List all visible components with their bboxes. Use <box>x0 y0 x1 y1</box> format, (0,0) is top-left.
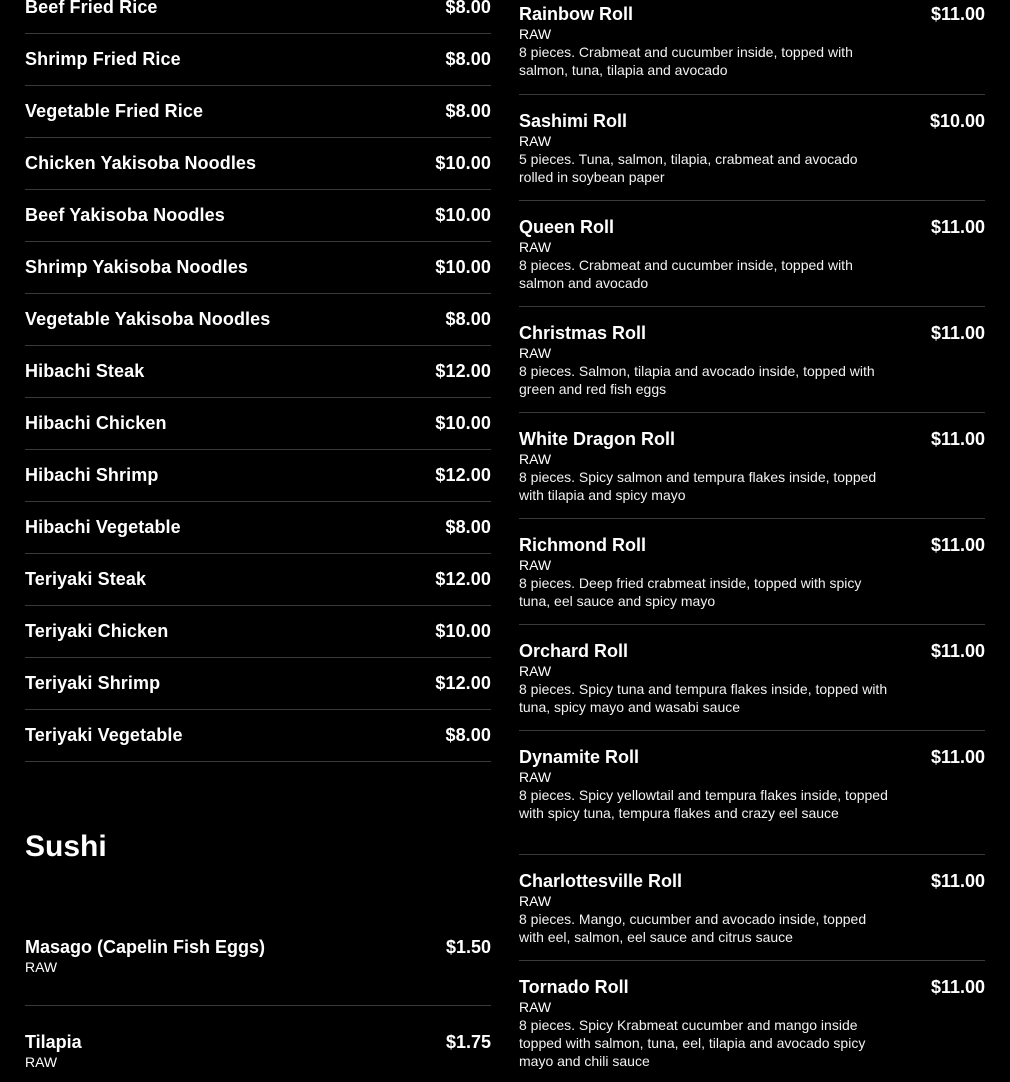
item-price: $8.00 <box>445 0 491 17</box>
menu-item[interactable] <box>25 606 491 658</box>
item-description: 8 pieces. Spicy yellowtail and tempura flakes inside, topped with spicy tuna, tempura flakes and crazy eel sauce <box>519 787 888 821</box>
item-price: $1.50 <box>445 937 491 957</box>
raw-tag: RAW <box>519 769 552 785</box>
roll-item[interactable] <box>519 201 985 307</box>
menu-item[interactable] <box>25 0 491 34</box>
item-price: $10.00 <box>435 257 491 277</box>
raw-tag: RAW <box>519 999 552 1015</box>
item-price: $11.00 <box>930 747 985 767</box>
menu-item[interactable] <box>25 450 491 502</box>
item-description: 8 pieces. Spicy Krabmeat cucumber and mango inside topped with salmon, tuna, eel, tilapia and avocado spicy mayo and chili sauce <box>519 1017 866 1069</box>
raw-tag: RAW <box>519 557 552 573</box>
menu-item[interactable] <box>25 294 491 346</box>
menu-item[interactable] <box>25 554 491 606</box>
item-price: $8.00 <box>445 517 491 537</box>
roll-item-info <box>519 746 889 822</box>
sushi-item-info <box>25 936 265 976</box>
item-price: $8.00 <box>445 101 491 121</box>
item-description: 8 pieces. Crabmeat and cucumber inside, topped with salmon, tuna, tilapia and avocado <box>519 44 853 78</box>
item-price: $8.00 <box>445 309 491 329</box>
item-price: $10.00 <box>929 111 985 131</box>
item-name: Hibachi Vegetable <box>25 517 181 537</box>
item-price: $10.00 <box>435 413 491 433</box>
item-name: Queen Roll <box>519 217 615 237</box>
roll-item[interactable] <box>519 855 985 961</box>
raw-tag: RAW <box>519 893 552 909</box>
roll-item[interactable] <box>519 0 985 95</box>
item-description: 8 pieces. Deep fried crabmeat inside, topped with spicy tuna, eel sauce and spicy mayo <box>519 575 862 609</box>
item-price: $12.00 <box>435 569 491 589</box>
item-name: Teriyaki Vegetable <box>25 725 183 745</box>
roll-item[interactable] <box>519 731 985 855</box>
item-price: $11.00 <box>930 217 985 237</box>
item-name: Richmond Roll <box>519 535 646 555</box>
raw-tag: RAW <box>519 451 552 467</box>
sushi-item[interactable] <box>25 936 491 1006</box>
menu-item[interactable] <box>25 658 491 710</box>
roll-item-info <box>519 428 889 504</box>
menu-item[interactable] <box>25 398 491 450</box>
roll-item-info <box>519 534 889 610</box>
item-name: Rainbow Roll <box>519 4 633 24</box>
menu-item[interactable] <box>25 242 491 294</box>
menu-item[interactable] <box>25 138 491 190</box>
item-price: $10.00 <box>435 153 491 173</box>
item-name: Beef Fried Rice <box>25 0 158 17</box>
item-name: Vegetable Fried Rice <box>25 101 204 121</box>
item-name: Masago (Capelin Fish Eggs) <box>25 937 266 957</box>
item-name: Hibachi Chicken <box>25 413 167 433</box>
item-price: $8.00 <box>445 49 491 69</box>
item-price: $12.00 <box>435 361 491 381</box>
raw-tag: RAW <box>519 663 552 679</box>
menu-item[interactable] <box>25 346 491 398</box>
item-description: 8 pieces. Spicy salmon and tempura flakes inside, topped with tilapia and spicy mayo <box>519 469 877 503</box>
item-price: $10.00 <box>435 621 491 641</box>
roll-item[interactable] <box>519 961 985 1082</box>
roll-item-info <box>519 640 889 716</box>
item-name: Teriyaki Steak <box>25 569 147 589</box>
raw-tag: RAW <box>25 959 58 975</box>
item-description: 8 pieces. Spicy tuna and tempura flakes inside, topped with tuna, spicy mayo and wasabi sauce <box>519 681 888 715</box>
item-price: $12.00 <box>435 465 491 485</box>
raw-tag: RAW <box>519 239 552 255</box>
roll-item-info <box>519 110 889 186</box>
raw-tag: RAW <box>519 133 552 149</box>
roll-item-info <box>519 3 889 79</box>
left-menu-column <box>25 0 491 1082</box>
item-price: $11.00 <box>930 977 985 997</box>
menu-item[interactable] <box>25 190 491 242</box>
raw-tag: RAW <box>519 26 552 42</box>
item-name: Tilapia <box>25 1032 82 1052</box>
item-name: Teriyaki Chicken <box>25 621 169 641</box>
sushi-section-title: Sushi <box>25 830 107 863</box>
raw-tag: RAW <box>25 1054 58 1070</box>
item-name: Hibachi Shrimp <box>25 465 159 485</box>
roll-item[interactable] <box>519 625 985 731</box>
item-name: Sashimi Roll <box>519 111 628 131</box>
item-name: Teriyaki Shrimp <box>25 673 161 693</box>
roll-item-info <box>519 870 889 946</box>
item-price: $11.00 <box>930 871 985 891</box>
menu-item[interactable] <box>25 502 491 554</box>
item-price: $1.75 <box>445 1032 491 1052</box>
menu-item[interactable] <box>25 34 491 86</box>
item-price: $11.00 <box>930 4 985 24</box>
item-name: Shrimp Fried Rice <box>25 49 181 69</box>
item-name: Vegetable Yakisoba Noodles <box>25 309 271 329</box>
item-name: Tornado Roll <box>519 977 629 997</box>
item-price: $11.00 <box>930 323 985 343</box>
item-name: White Dragon Roll <box>519 429 675 449</box>
menu-item[interactable] <box>25 86 491 138</box>
roll-item[interactable] <box>519 95 985 201</box>
menu-item[interactable] <box>25 710 491 762</box>
raw-tag: RAW <box>519 345 552 361</box>
item-name: Christmas Roll <box>519 323 647 343</box>
sushi-item-info <box>25 1031 82 1071</box>
roll-item[interactable] <box>519 413 985 519</box>
sushi-item[interactable] <box>25 1006 491 1082</box>
item-name: Charlottesville Roll <box>519 871 683 891</box>
item-name: Orchard Roll <box>519 641 629 661</box>
item-description: 5 pieces. Tuna, salmon, tilapia, crabmeat and avocado rolled in soybean paper <box>519 151 858 185</box>
item-description: 8 pieces. Salmon, tilapia and avocado inside, topped with green and red fish eggs <box>519 363 875 397</box>
roll-item[interactable] <box>519 519 985 625</box>
roll-item[interactable] <box>519 307 985 413</box>
roll-menu-column <box>519 0 985 1082</box>
item-price: $11.00 <box>930 429 985 449</box>
item-price: $10.00 <box>435 205 491 225</box>
item-price: $11.00 <box>930 535 985 555</box>
item-name: Chicken Yakisoba Noodles <box>25 153 257 173</box>
roll-item-info <box>519 976 889 1070</box>
roll-item-info <box>519 322 889 398</box>
item-price: $11.00 <box>930 641 985 661</box>
roll-item-info <box>519 216 889 292</box>
item-name: Dynamite Roll <box>519 747 640 767</box>
item-name: Shrimp Yakisoba Noodles <box>25 257 249 277</box>
item-price: $8.00 <box>445 725 491 745</box>
item-name: Hibachi Steak <box>25 361 145 381</box>
item-name: Beef Yakisoba Noodles <box>25 205 225 225</box>
item-price: $12.00 <box>435 673 491 693</box>
item-description: 8 pieces. Crabmeat and cucumber inside, topped with salmon and avocado <box>519 257 853 291</box>
item-description: 8 pieces. Mango, cucumber and avocado inside, topped with eel, salmon, eel sauce and citrus sauce <box>519 911 867 945</box>
